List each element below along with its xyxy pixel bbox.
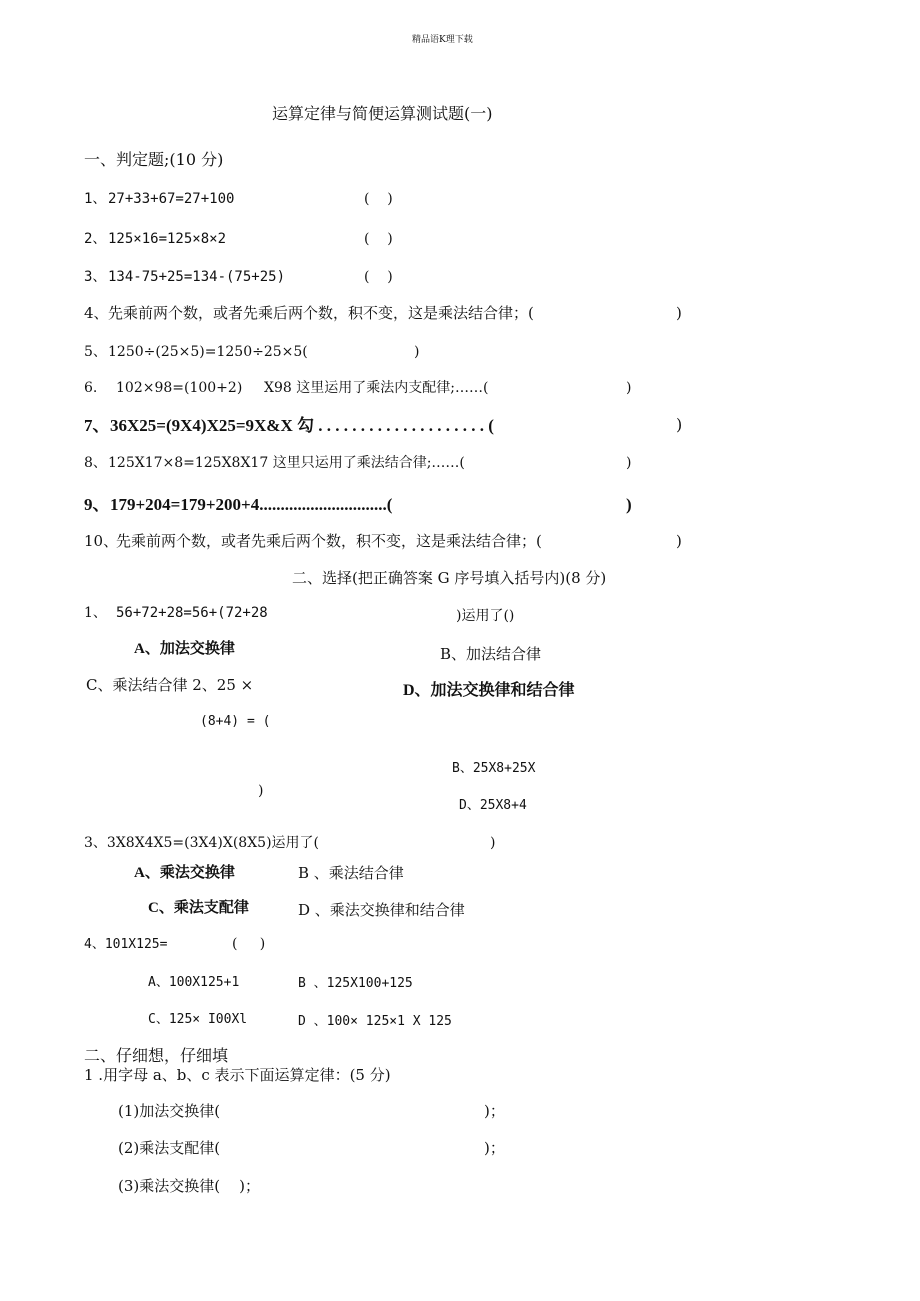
item-number: 10、 [84,532,119,550]
option-b[interactable]: B 、125X100+125 [298,976,413,991]
item-expression: 先乘前两个数，或者先乘后两个数，积不变，这是乘法结合律；( [108,304,534,322]
answer-bracket[interactable]: ) [676,304,682,322]
option-b[interactable]: B、加法结合律 [440,645,542,663]
fill-label: (1)加法交换律( [118,1102,221,1120]
answer-bracket[interactable]: ( ) [364,191,393,207]
section3-heading: 二、仔细想，仔细填 [84,1046,229,1065]
section2-heading: 二、选择(把正确答案 G 序号填入括号内)(8 分) [292,569,607,587]
answer-bracket[interactable]: ( ) [364,269,393,285]
item-expression: 125X17×8=125X8X17 这里只运用了乘法结合律;……( [108,455,465,471]
item-number: 9、 [84,495,110,514]
option-a[interactable]: A、加法交换律 [134,641,235,657]
section3-subheading: 1 .用字母 a、b、c 表示下面运算定律：(5 分) [84,1066,391,1084]
section1-heading: 一、判定题;(10 分) [84,150,224,169]
item-number: 8、 [84,455,107,471]
option-c[interactable]: C、乘法支配律 [148,900,249,916]
answer-bracket[interactable]: ) [626,455,632,471]
question-close-bracket[interactable]: ) [258,783,264,799]
item-expression-continued: X98 这里运用了乘法内支配律;……( [264,380,489,396]
option-a[interactable]: A、100X125+1 [148,975,240,990]
item-expression: 125×16=125×8×2 [108,231,227,247]
page-title: 运算定律与简便运算测试题(一) [272,104,493,123]
option-c[interactable]: C、125× I00Xl [148,1012,248,1027]
question-expression: 3、3X8X4X5=(3X4)X(8X5)运用了( [84,835,320,851]
item-expression: 102×98=(100+2) [116,380,243,396]
option-b[interactable]: B 、乘法结合律 [298,864,404,882]
item-expression: 36X25=(9X4)X25=9X&X 勾 . . . . . . . . . . . . . . . . . . . . ( [110,416,494,435]
option-b[interactable]: B、25X8+25X [452,761,536,776]
item-number: 1、 [84,191,107,207]
fill-close-bracket[interactable]: )； [484,1102,505,1120]
item-number: 5、 [84,344,107,360]
answer-bracket[interactable]: ) [626,495,632,514]
option-d[interactable]: D 、100× 125×1 X 125 [298,1014,452,1029]
item-expression: 1250÷(25×5)=1250÷25×5( [108,344,308,360]
question-expression: 56+72+28=56+(72+28 [116,605,268,621]
question-expression: 4、101X125= [84,937,168,952]
question-expression: (8+4) = ( [200,714,271,729]
question-tail: )运用了() [456,608,515,624]
option-a[interactable]: A、乘法交换律 [134,865,235,881]
item-expression: 27+33+67=27+100 [108,191,235,207]
answer-bracket[interactable]: ) [626,380,632,396]
answer-bracket[interactable]: ( ) [364,231,393,247]
option-d[interactable]: D、25X8+4 [459,798,527,813]
item-number: 4、 [84,304,109,322]
item-expression: 179+204=179+200+4..............................( [110,495,393,514]
option-d[interactable]: D 、乘法交换律和结合律 [298,901,465,919]
answer-bracket[interactable]: ( ) [232,936,266,952]
item-number: 6. [84,380,98,396]
item-number: 7、 [84,416,110,435]
answer-bracket[interactable]: ) [676,415,683,434]
option-d[interactable]: D、加法交换律和结合律 [403,682,575,699]
item-number: 3、 [84,269,107,285]
answer-bracket[interactable]: ) [676,532,682,550]
fill-label: (2)乘法支配律( [118,1139,221,1157]
fill-close-bracket[interactable]: )； [484,1139,505,1157]
item-expression: 先乘前两个数，或者先乘后两个数，积不变，这是乘法结合律；( [116,532,542,550]
item-expression: 134-75+25=134-(75+25) [108,269,286,285]
question-number: 1、 [84,605,107,621]
header-text: 精品语K理下载 [412,35,473,45]
question-close-bracket[interactable]: ) [490,835,496,851]
item-number: 2、 [84,231,107,247]
option-c[interactable]: C、乘法结合律 2、25 × [86,676,254,694]
fill-label[interactable]: (3)乘法交换律( )； [118,1177,261,1195]
answer-bracket[interactable]: ) [414,344,420,360]
